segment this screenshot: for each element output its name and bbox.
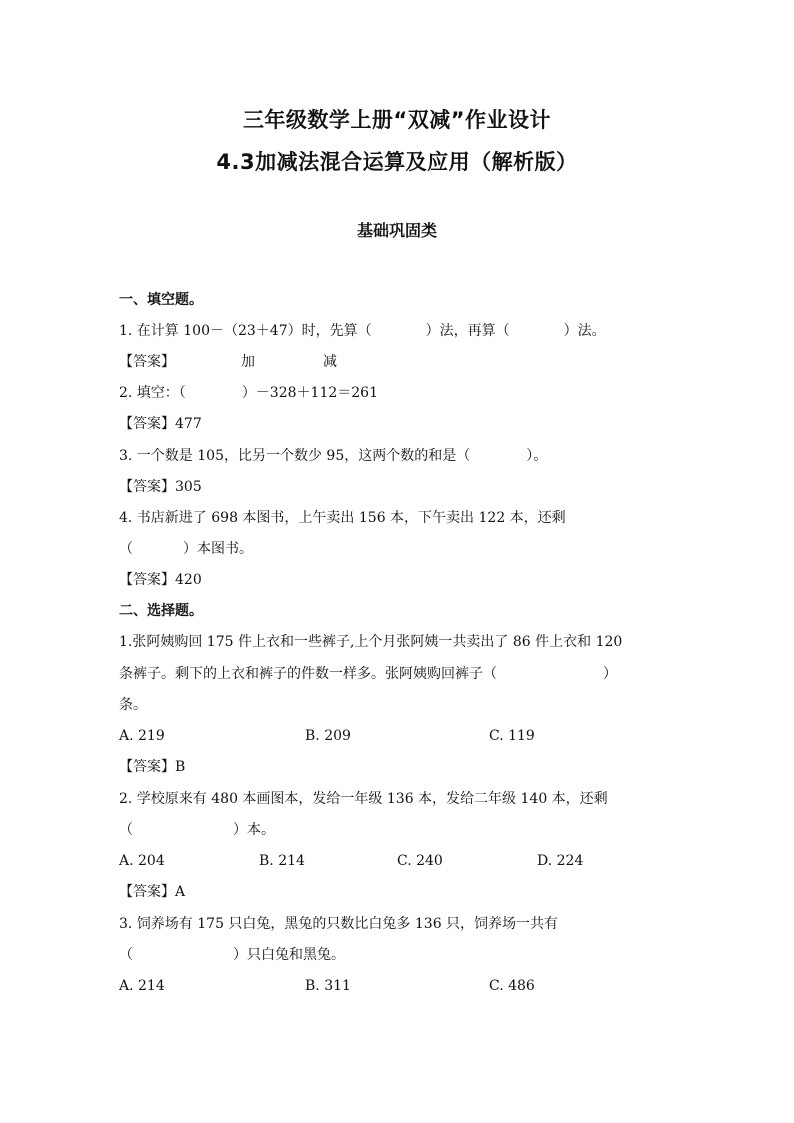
option-2-2-c: C. 240 [397,853,443,869]
answer-1-3: 【答案】305 [119,479,202,495]
question-1-2 [119,383,378,403]
question-2-3-line2 [119,945,345,965]
question-1-3 [119,446,547,466]
q-text: ）－328＋112＝261 [241,385,378,401]
question-2-3-line1: 3. 饲养场有 175 只白兔，黑兔的只数比白兔多 136 只，饲养场一共有 [119,916,559,932]
section2-heading: 二、选择题。 [119,603,203,619]
option-2-3-a: A. 214 [119,978,165,994]
section-subtitle: 基础巩固类 [356,221,437,240]
question-2-2-line1: 2. 学校原来有 480 本画图本，发给一年级 136 本，发给二年级 140 本，还剩 [119,791,608,807]
question-2-1-line2 [119,664,617,684]
question-2-2-line2 [119,820,275,840]
q-text: （ [119,541,133,557]
q-text: ）法，再算（ [425,323,510,339]
answer-value: 加 [241,354,255,370]
answer-label: 【答案】 [119,354,175,370]
q-text: ）本。 [233,822,275,838]
q-text: 3. 一个数是 105，比另一个数少 95，这两个数的和是（ [119,448,471,464]
document-title-line1: 三年级数学上册“双减”作业设计 [242,108,552,132]
answer-2-2: 【答案】A [119,884,186,900]
answer-1-4: 【答案】420 [119,572,202,588]
q-text: 条裤子。剩下的上衣和裤子的件数一样多。张阿姨购回裤子（ [119,666,497,682]
question-2-1-line3: 条。 [119,697,147,713]
option-2-3-c: C. 486 [489,978,535,994]
q-text: 1. 在计算 100－（23＋47）时，先算（ [119,323,372,339]
option-2-3-b: B. 311 [305,978,351,994]
section1-heading: 一、填空题。 [119,292,203,308]
question-1-4-line1: 4. 书店新进了 698 本图书，上午卖出 156 本，下午卖出 122 本，还剩 [119,510,566,526]
q-text: （ [119,822,133,838]
answer-value: 减 [323,354,337,370]
option-2-1-b: B. 209 [305,728,351,744]
q-text: ）。 [526,448,548,464]
q-text: ） [603,666,617,682]
q-text: ）只白兔和黑兔。 [233,947,345,963]
option-2-2-b: B. 214 [259,853,305,869]
question-1-1 [119,321,606,341]
option-2-1-c: C. 119 [489,728,535,744]
document-title-line2: 4.3加减法混合运算及应用（解析版） [216,150,578,174]
option-2-2-d: D. 224 [537,853,584,869]
question-2-1-line1: 1.张阿姨购回 175 件上衣和一些裤子,上个月张阿姨一共卖出了 86 件上衣和 120 [119,634,623,650]
question-1-4-line2 [119,539,253,559]
option-2-1-a: A. 219 [119,728,165,744]
q-text: 2. 填空：（ [119,385,186,401]
q-text: （ [119,947,133,963]
q-text: ）法。 [563,323,606,339]
answer-1-1 [119,352,337,372]
q-text: ）本图书。 [183,541,253,557]
answer-1-2: 【答案】477 [119,416,202,432]
answer-2-1: 【答案】B [119,759,186,775]
option-2-2-a: A. 204 [119,853,165,869]
